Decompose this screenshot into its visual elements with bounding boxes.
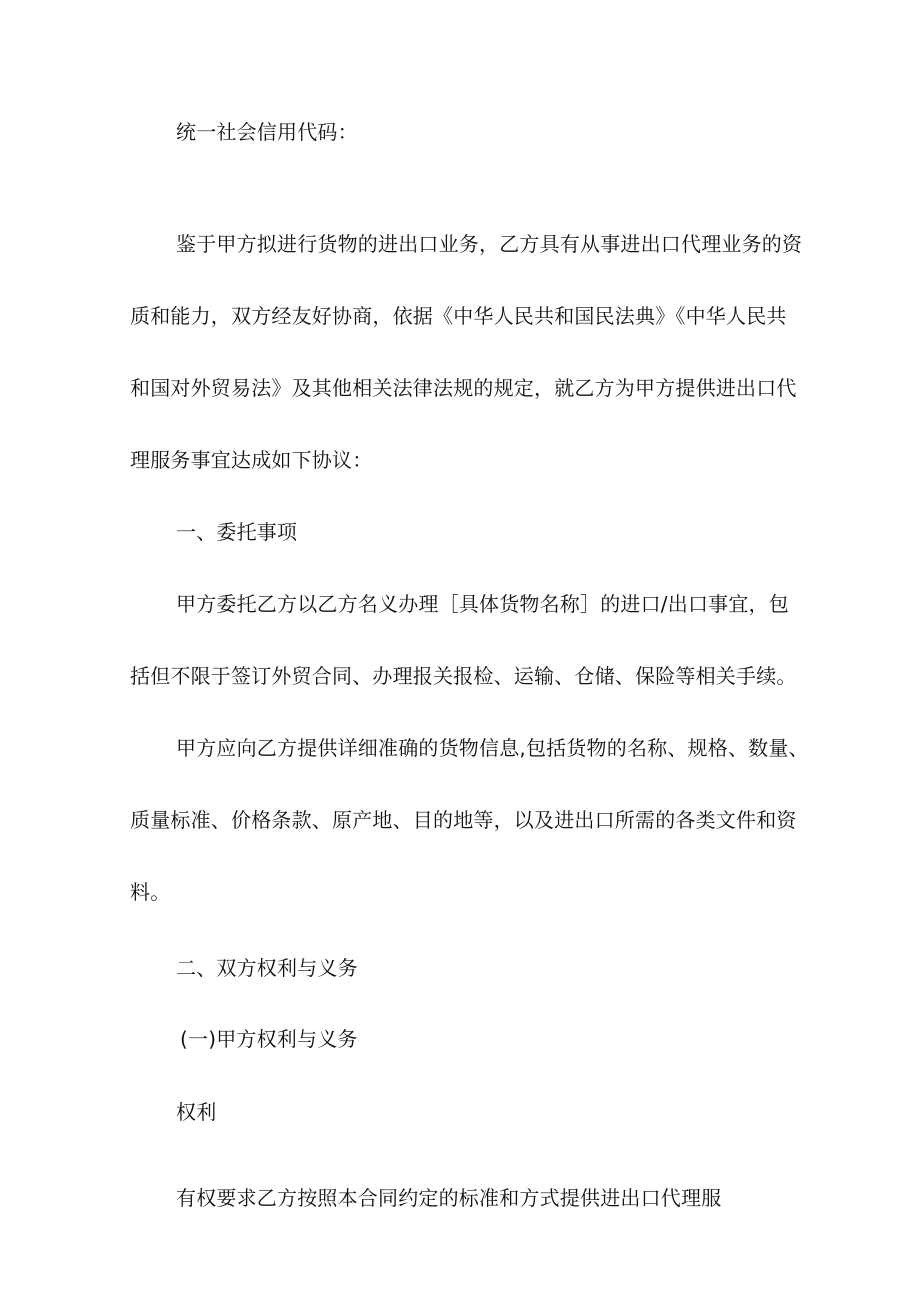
section1-p2-line1: 甲方应向乙方提供详细准确的货物信息,包括货物的名称、规格、数量、 xyxy=(176,736,809,760)
section2-sub1: (一)甲方权利与义务 xyxy=(180,1027,358,1051)
rights-label: 权利 xyxy=(176,1100,217,1124)
intro-line-2: 质和能力，双方经友好协商，依据《中华人民共和国民法典》《中华人民共 xyxy=(130,304,787,328)
section1-p2-line2: 质量标准、价格条款、原产地、目的地等，以及进出口所需的各类文件和资 xyxy=(130,808,797,832)
rights-p1-line1: 有权要求乙方按照本合同约定的标准和方式提供进出口代理服 xyxy=(176,1186,722,1210)
section1-title: 一、委托事项 xyxy=(176,520,298,544)
intro-line-3: 和国对外贸易法》及其他相关法律法规的规定，就乙方为甲方提供进出口代 xyxy=(130,376,797,400)
intro-line-4: 理服务事宜达成如下协议： xyxy=(130,448,373,472)
section1-p1-line2: 括但不限于签订外贸合同、办理报关报检、运输、仓储、保险等相关手续。 xyxy=(130,664,797,688)
section2-title: 二、双方权利与义务 xyxy=(176,956,358,980)
credit-code-label: 统一社会信用代码： xyxy=(176,120,358,144)
intro-line-1: 鉴于甲方拟进行货物的进出口业务，乙方具有从事进出口代理业务的资 xyxy=(176,232,803,256)
section1-p1-line1: 甲方委托乙方以乙方名义办理［具体货物名称］的进口/出口事宜，包 xyxy=(176,592,789,616)
section1-p2-line3: 料。 xyxy=(130,880,171,904)
